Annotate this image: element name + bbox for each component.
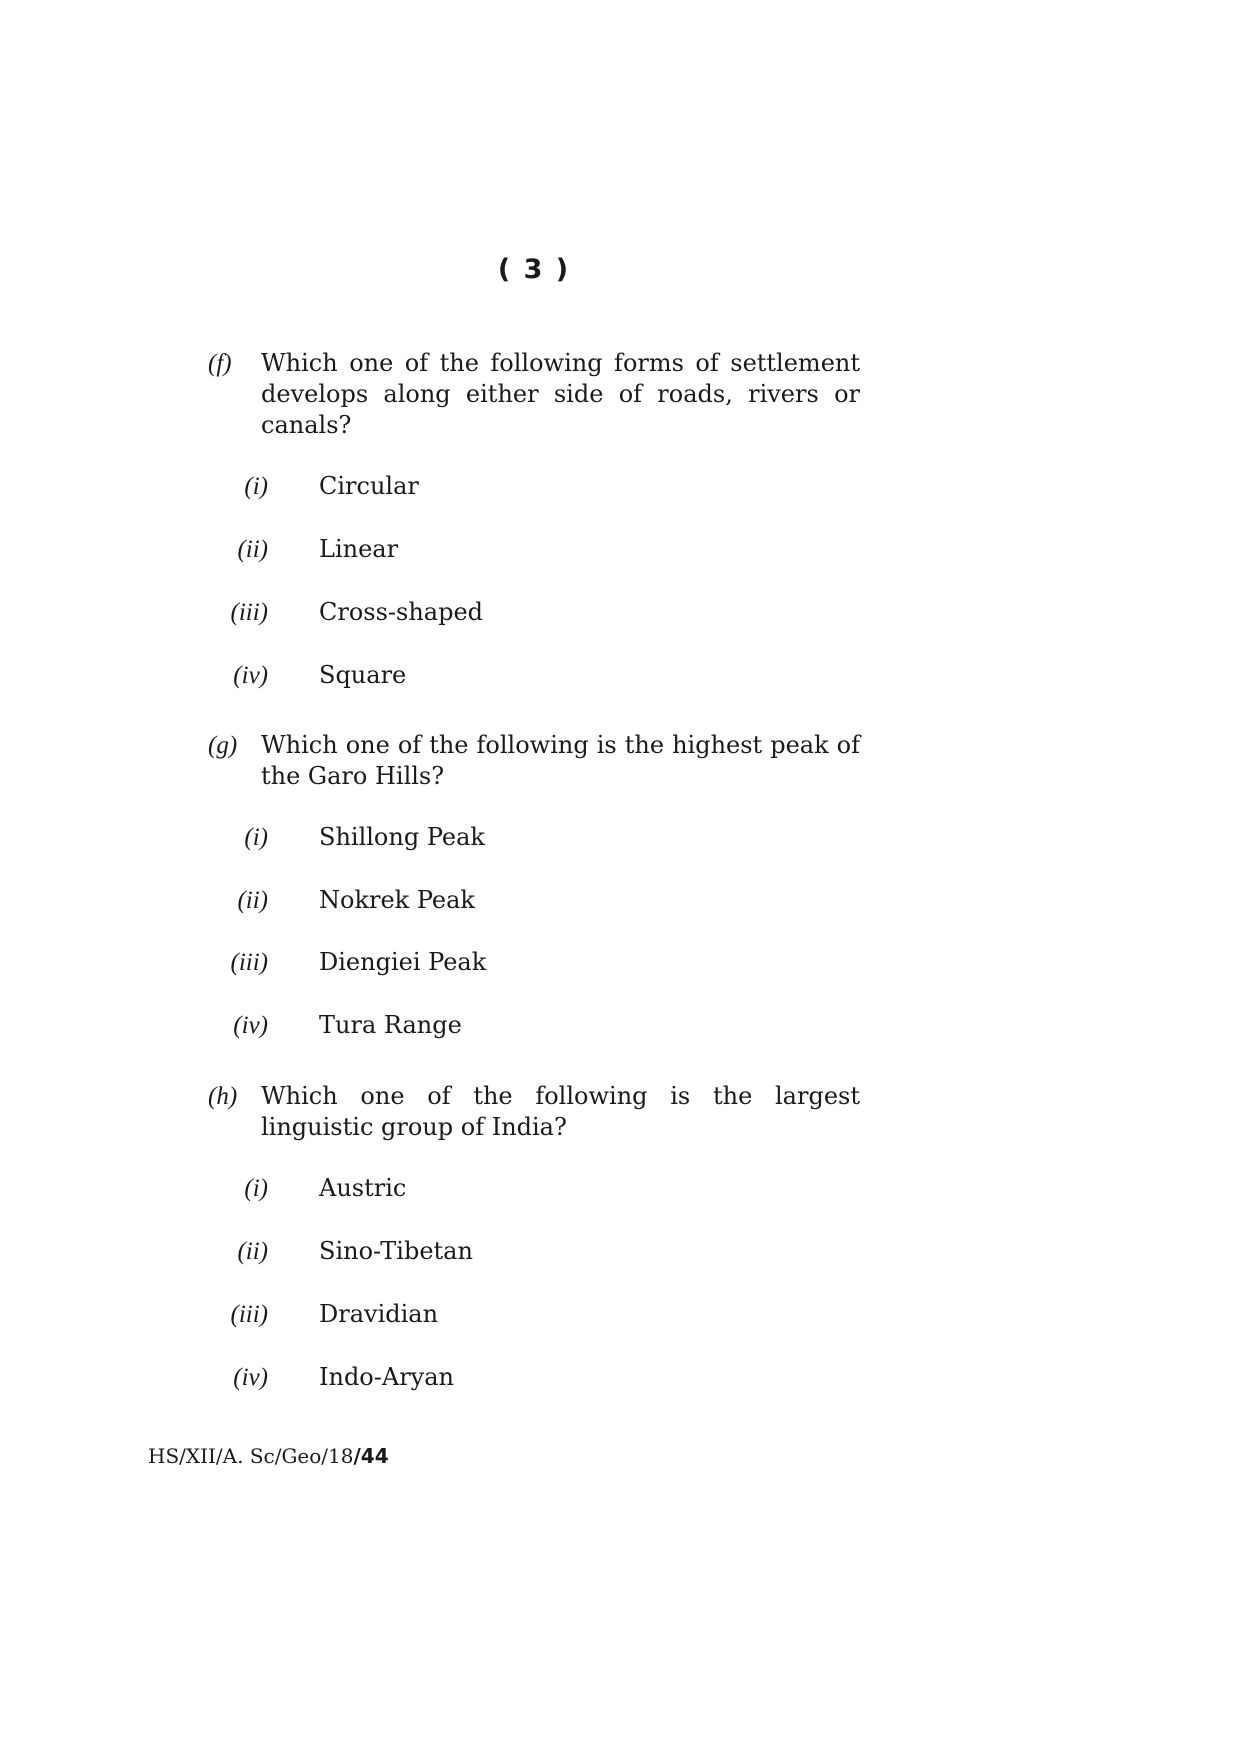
question-label: (h): [208, 1083, 238, 1110]
option-number: (i): [244, 1175, 268, 1202]
option-number: (iv): [233, 1364, 268, 1391]
option-text: Diengiei Peak: [319, 948, 487, 976]
option-item: [208, 1299, 708, 1333]
option-number: (ii): [237, 1238, 268, 1265]
option-item: [208, 534, 708, 568]
option-number: (iii): [230, 1301, 268, 1328]
question-text: Which one of the following is the largest linguistic group of India?: [261, 1082, 860, 1141]
option-item: [208, 1010, 708, 1044]
page-number: ( 3 ): [497, 254, 571, 285]
footer-code-text: HS/XII/A. Sc/Geo/18: [148, 1444, 354, 1468]
option-number: (ii): [237, 887, 268, 914]
option-item: [208, 1236, 708, 1270]
option-item: [208, 822, 708, 856]
option-number: (ii): [237, 536, 268, 563]
question-g: [208, 730, 860, 792]
option-text: Indo-Aryan: [319, 1363, 454, 1391]
option-number: (iii): [230, 949, 268, 976]
footer-number: /44: [353, 1444, 389, 1468]
question-f: [208, 348, 860, 441]
option-item: [208, 660, 708, 694]
question-text: Which one of the following is the highest peak of the Garo Hills?: [261, 731, 860, 790]
option-number: (i): [244, 824, 268, 851]
question-label: (f): [208, 350, 232, 377]
option-text: Linear: [319, 535, 399, 563]
option-text: Cross-shaped: [319, 598, 484, 626]
option-text: Shillong Peak: [319, 823, 485, 851]
option-item: [208, 471, 708, 505]
question-text: Which one of the following forms of settlement develops along either side of roads, rivers or canals?: [261, 349, 860, 439]
option-item: [208, 1362, 708, 1396]
option-number: (i): [244, 473, 268, 500]
option-number: (iii): [230, 599, 268, 626]
option-number: (iv): [233, 1012, 268, 1039]
option-text: Dravidian: [319, 1300, 439, 1328]
option-text: Tura Range: [319, 1011, 462, 1039]
option-number: (iv): [233, 662, 268, 689]
option-text: Sino-Tibetan: [319, 1237, 473, 1265]
option-text: Circular: [319, 472, 419, 500]
option-text: Square: [319, 661, 407, 689]
question-label: (g): [208, 732, 238, 759]
option-item: [208, 1173, 708, 1207]
option-text: Nokrek Peak: [319, 886, 475, 914]
question-h: [208, 1081, 860, 1143]
option-item: [208, 885, 708, 919]
option-text: Austric: [319, 1174, 407, 1202]
footer-code: [148, 1443, 389, 1469]
option-item: [208, 947, 708, 981]
option-item: [208, 597, 708, 631]
